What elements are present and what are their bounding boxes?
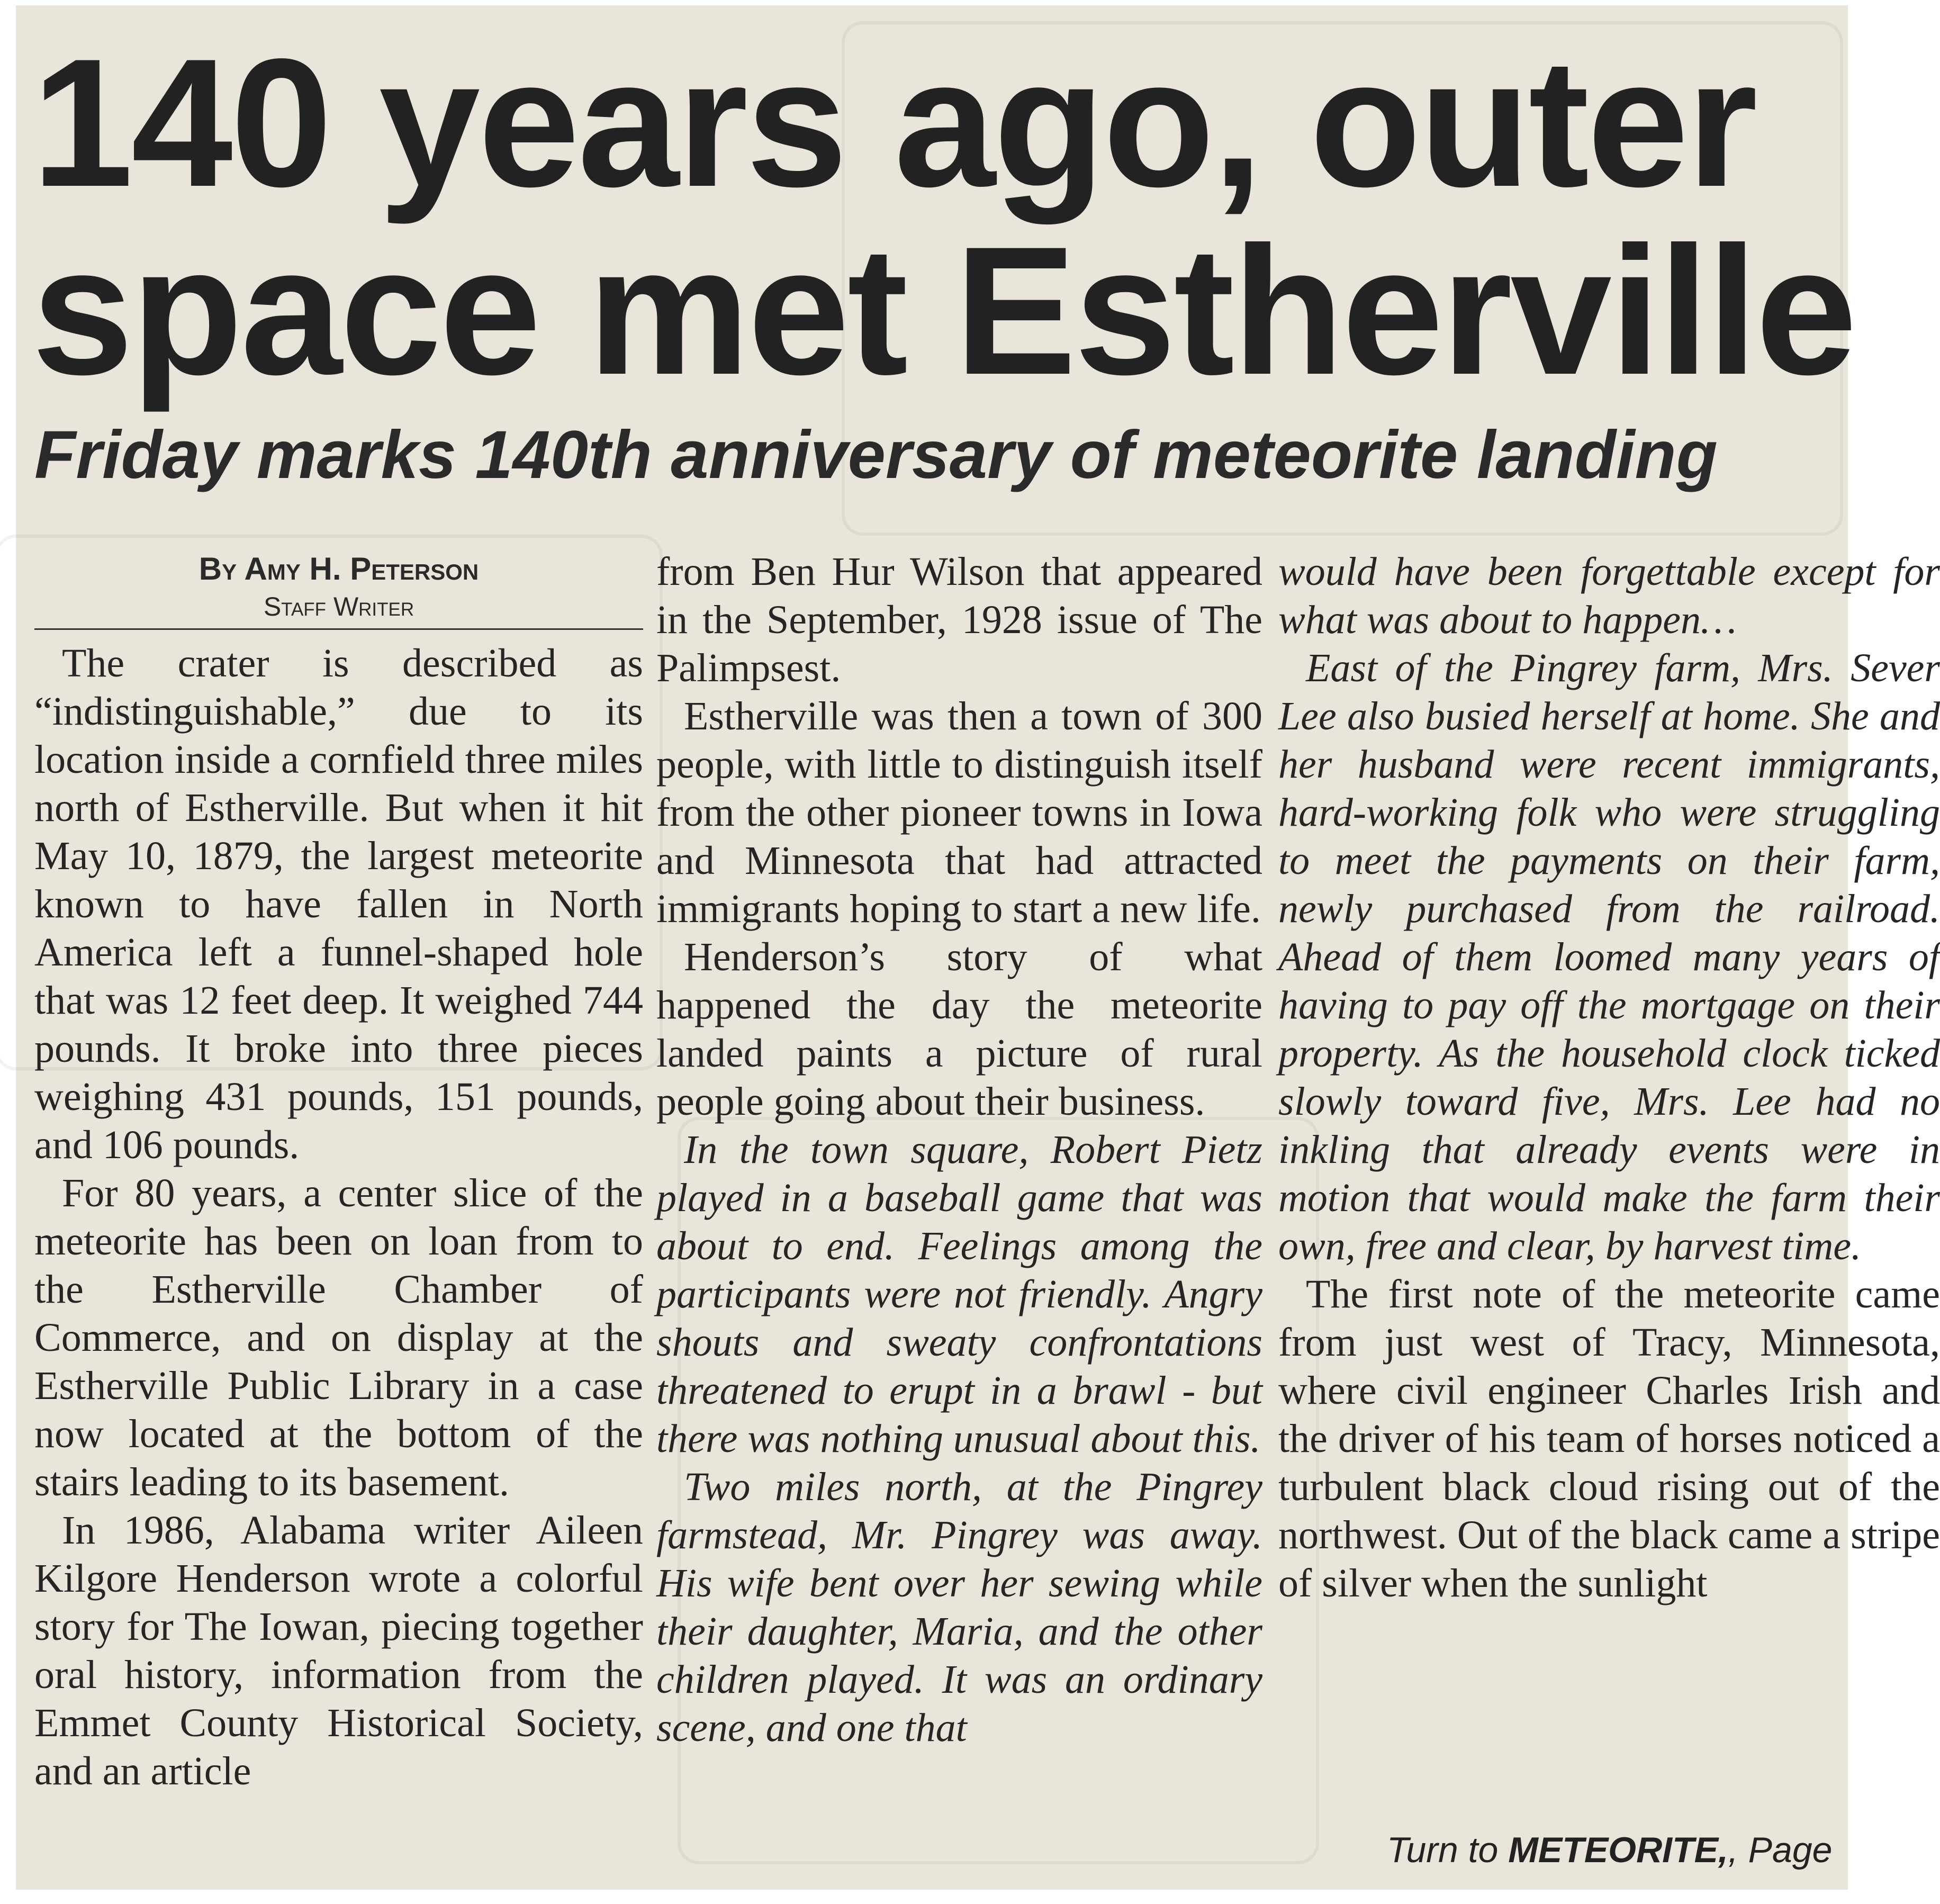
jump-line xyxy=(1387,1826,1832,1874)
paragraph: from Ben Hur Wilson that appeared in the September, 1928 issue of The Palimpsest. xyxy=(656,549,1262,690)
headline-line-1: 140 years ago, outer xyxy=(32,21,1756,225)
paragraph: The crater is described as “indistinguishable,” due to its location inside a cornfield three miles north of Estherville. But when it hit May 10, 1879, the largest meteorite known to have fallen in North America left a funnel-shaped hole that was 12 feet deep. It weighed 744 pounds. It broke into three pieces weighing 431 pounds, 151 pounds, and 106 pounds. xyxy=(34,641,643,1167)
headline-line-2: space met Estherville xyxy=(32,209,1855,413)
paragraph: For 80 years, a center slice of the meteorite has been on loan from to the Estherville Chamber of Commerce, and on display at the Estherville Public Library in a case now located at the bottom of the stairs leading to its basement. xyxy=(34,1171,643,1504)
paragraph: Henderson’s story of what happened the day the meteorite landed paints a picture of rural people going about their business. xyxy=(656,935,1262,1124)
byline-author: By Amy H. Peterson xyxy=(198,551,479,586)
article-column-2 xyxy=(656,548,1262,1752)
byline-title: Staff Writer xyxy=(263,592,414,621)
byline-rule xyxy=(34,628,643,630)
italic-paragraph: would have been forgettable except for what was about to happen… xyxy=(1278,549,1940,642)
jump-keyword: METEORITE, xyxy=(1508,1830,1728,1870)
jump-suffix: , Page xyxy=(1728,1830,1833,1870)
italic-paragraph: In the town square, Robert Pietz played in a baseball game that was about to end. Feelings among the participants were not friendly. Angry shouts and sweaty confrontations threatened to erupt in a brawl - but there was nothing unusual about this. xyxy=(656,1127,1262,1461)
article-column-1 xyxy=(34,548,643,1795)
subheadline: Friday marks 140th anniversary of meteorite landing xyxy=(34,417,1718,493)
italic-paragraph: East of the Pingrey farm, Mrs. Sever Lee also busied herself at home. She and her husband were recent immigrants, hard-working folk who were struggling to meet the payments on their farm, newly purchased from the railroad. Ahead of them loomed many years of having to pay off the mortgage on their property. As the household clock ticked slowly toward five, Mrs. Lee had no inkling that already events were in motion that would make the farm their own, free and clear, by harvest time. xyxy=(1278,646,1940,1268)
paragraph: In 1986, Alabama writer Aileen Kilgore Henderson wrote a colorful story for The Iowan, piecing together oral history, information from the Emmet County Historical Society, and an article xyxy=(34,1508,643,1793)
newspaper-clipping xyxy=(16,5,1940,1890)
italic-paragraph: Two miles north, at the Pingrey farmstead, Mr. Pingrey was away. His wife bent over her sewing while their daughter, Maria, and the other children played. It was an ordinary scene, and one that xyxy=(656,1465,1262,1750)
article-column-3 xyxy=(1278,548,1940,1608)
paragraph: Estherville was then a town of 300 people, with little to distinguish itself from the other pioneer towns in Iowa and Minnesota that had attracted immigrants hoping to start a new life. xyxy=(656,694,1262,931)
jump-prefix: Turn to xyxy=(1387,1830,1499,1870)
paragraph: The first note of the meteorite came from just west of Tracy, Minnesota, where civil engineer Charles Irish and the driver of his team of horses noticed a turbulent black cloud rising out of the northwest. Out of the black came a stripe of silver when the sunlight xyxy=(1278,1272,1940,1605)
headline xyxy=(32,21,1884,413)
